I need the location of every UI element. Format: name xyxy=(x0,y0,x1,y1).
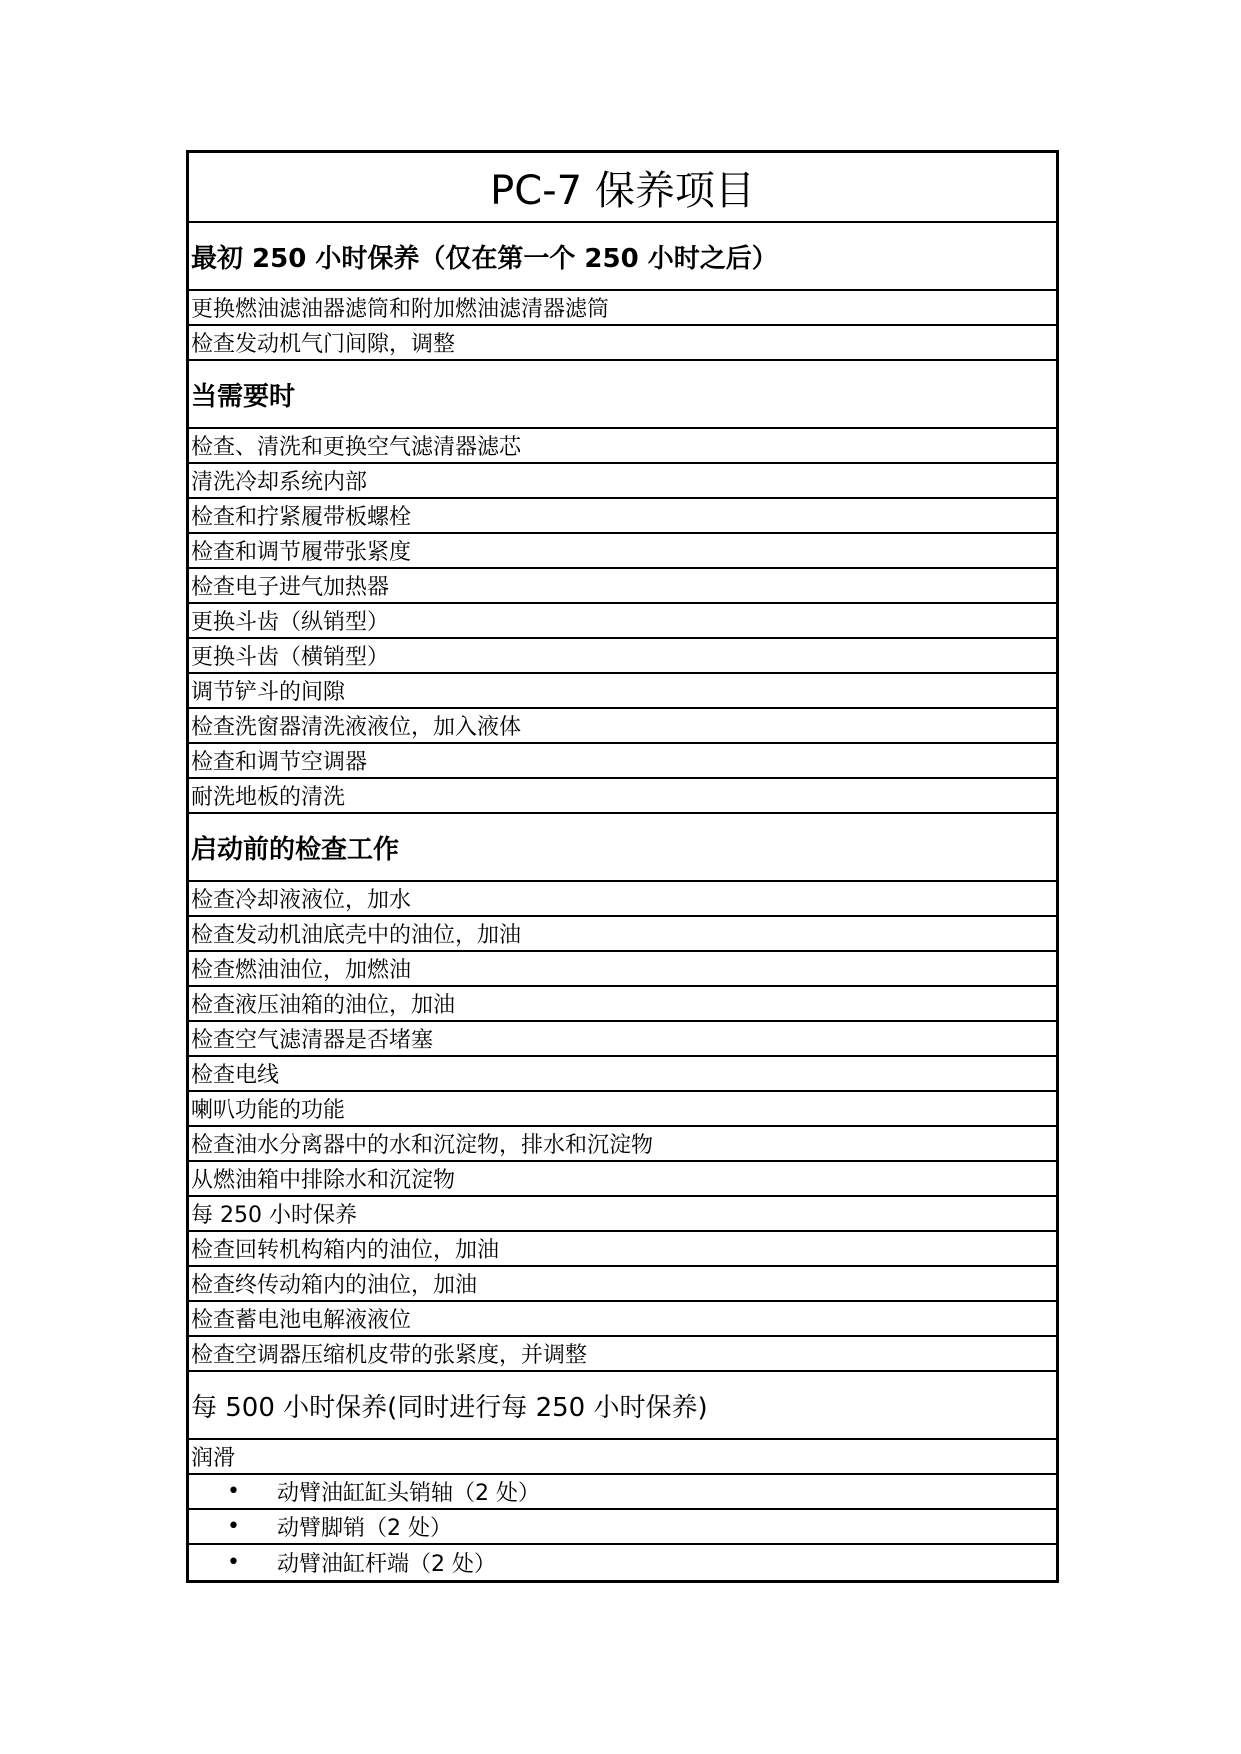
table-row: 检查发动机气门间隙，调整 xyxy=(189,326,1056,361)
table-row: 清洗冷却系统内部 xyxy=(189,464,1056,499)
table-row: 检查终传动箱内的油位，加油 xyxy=(189,1267,1056,1302)
table-row: 检查回转机构箱内的油位，加油 xyxy=(189,1232,1056,1267)
bullet-icon: • xyxy=(227,1550,240,1575)
table-row: 检查冷却液液位，加水 xyxy=(189,882,1056,917)
table-row: 检查、清洗和更换空气滤清器滤芯 xyxy=(189,429,1056,464)
page-title: PC-7 保养项目 xyxy=(189,153,1056,223)
table-row: 检查和调节空调器 xyxy=(189,744,1056,779)
bullet-row xyxy=(189,1510,1056,1545)
bullet-text: 动臂脚销（2 处） xyxy=(277,1516,452,1541)
section-heading-as-required: 当需要时 xyxy=(189,361,1056,429)
table-row: 更换斗齿（横销型） xyxy=(189,639,1056,674)
section-heading-initial-250h: 最初 250 小时保养（仅在第一个 250 小时之后） xyxy=(189,223,1056,291)
bullet-icon: • xyxy=(227,1514,240,1539)
table-row: 更换斗齿（纵销型） xyxy=(189,604,1056,639)
table-row: 检查电子进气加热器 xyxy=(189,569,1056,604)
table-row: 从燃油箱中排除水和沉淀物 xyxy=(189,1162,1056,1197)
bullet-row xyxy=(189,1475,1056,1510)
table-row: 检查和拧紧履带板螺栓 xyxy=(189,499,1056,534)
table-row: 检查发动机油底壳中的油位，加油 xyxy=(189,917,1056,952)
table-row: 检查电线 xyxy=(189,1057,1056,1092)
table-row: 润滑 xyxy=(189,1440,1056,1475)
table-row: 检查空调器压缩机皮带的张紧度，并调整 xyxy=(189,1337,1056,1372)
bullet-text: 动臂油缸杆端（2 处） xyxy=(277,1552,496,1577)
table-row: 检查洗窗器清洗液液位，加入液体 xyxy=(189,709,1056,744)
section-heading-pre-start-checks: 启动前的检查工作 xyxy=(189,814,1056,882)
table-row: 耐洗地板的清洗 xyxy=(189,779,1056,814)
table-row: 检查燃油油位，加燃油 xyxy=(189,952,1056,987)
table-row: 每 250 小时保养 xyxy=(189,1197,1056,1232)
table-row: 检查和调节履带张紧度 xyxy=(189,534,1056,569)
bullet-text: 动臂油缸缸头销轴（2 处） xyxy=(277,1481,540,1506)
table-row: 更换燃油滤油器滤筒和附加燃油滤清器滤筒 xyxy=(189,291,1056,326)
bullet-icon: • xyxy=(227,1479,240,1504)
table-row: 检查液压油箱的油位，加油 xyxy=(189,987,1056,1022)
table-row: 检查油水分离器中的水和沉淀物，排水和沉淀物 xyxy=(189,1127,1056,1162)
bullet-row xyxy=(189,1545,1056,1580)
section-heading-every-500h: 每 500 小时保养(同时进行每 250 小时保养) xyxy=(189,1372,1056,1440)
table-row: 检查空气滤清器是否堵塞 xyxy=(189,1022,1056,1057)
table-row: 检查蓄电池电解液液位 xyxy=(189,1302,1056,1337)
maintenance-table xyxy=(186,150,1059,1583)
table-row: 喇叭功能的功能 xyxy=(189,1092,1056,1127)
table-row: 调节铲斗的间隙 xyxy=(189,674,1056,709)
